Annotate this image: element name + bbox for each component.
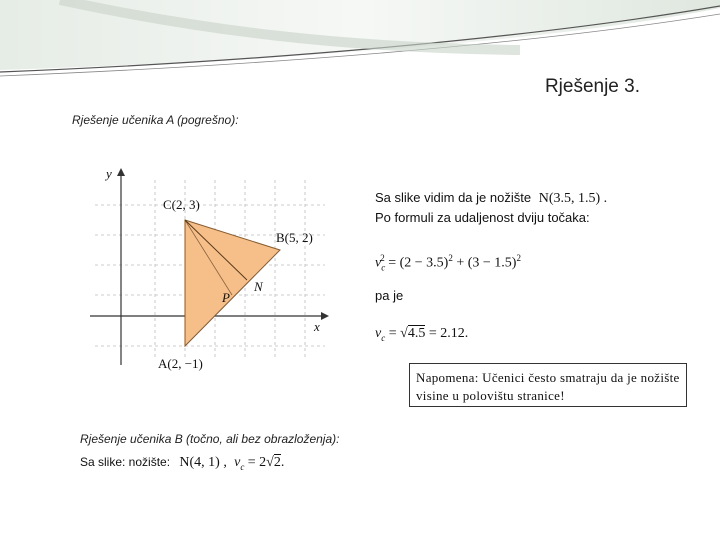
eq2-sub: c: [381, 332, 386, 343]
solution-b-radicand: 2: [273, 455, 281, 470]
point-c-label: C(2, 3): [163, 197, 200, 212]
solution-b-eq: = 2: [247, 455, 267, 470]
eq1-rhs: = (2 − 3.5): [388, 255, 449, 271]
y-axis-arrow: [117, 168, 125, 176]
solution-a-line3: pa je: [375, 288, 404, 303]
student-b-heading: Rješenje učenika B (točno, ali bez obrazloženja):: [80, 432, 340, 446]
equation-result: [375, 326, 468, 343]
point-n-label: N: [254, 279, 263, 294]
solution-b-prefix: Sa slike: nožište:: [80, 455, 171, 469]
solution-b-foot: N(4, 1) ,: [179, 455, 227, 470]
eq1-sq2: 2: [516, 253, 521, 263]
triangle-graph: [85, 160, 340, 380]
sqrt-symbol-b: √: [266, 455, 274, 470]
y-axis-label: y: [106, 166, 112, 181]
x-axis-arrow: [321, 312, 329, 320]
solution-b: [80, 455, 284, 472]
sqrt-symbol: √: [400, 326, 408, 341]
solution-a-line2: Po formuli za udaljenost dviju točaka:: [375, 210, 590, 225]
solution-a-line1: [375, 190, 607, 207]
solution-b-sub: c: [240, 461, 245, 472]
student-a-heading: Rješenje učenika A (pogrešno):: [72, 113, 239, 127]
eq2-v: v: [375, 326, 382, 341]
note-box: Napomena: Učenici često smatraju da je nožište visine u polovištu stranice!: [409, 363, 687, 407]
foot-n-value: N(3.5, 1.5) .: [538, 191, 608, 206]
slide-title: Rješenje 3.: [544, 76, 640, 97]
eq2-eq: =: [388, 326, 397, 341]
line1-text: Sa slike vidim da je nožište: [375, 190, 532, 205]
x-axis-label: x: [314, 319, 320, 334]
eq1-v: v: [375, 255, 382, 271]
eq2-radicand: 4.5: [407, 326, 426, 341]
eq1-sub: c: [381, 262, 386, 273]
point-a-label: A(2, −1): [158, 356, 203, 371]
solution-b-end: .: [280, 455, 285, 470]
solution-b-v: v: [234, 455, 241, 470]
triangle-abc: [185, 220, 280, 346]
point-p-label: P: [222, 290, 230, 305]
point-b-label: B(5, 2): [276, 230, 313, 245]
eq1-sq1: 2: [448, 253, 453, 263]
eq1-plus: + (3 − 1.5): [456, 255, 517, 271]
equation-distance: [375, 253, 521, 272]
eq2-value: = 2.12.: [428, 326, 469, 341]
eq1-sup: 2: [380, 253, 385, 263]
